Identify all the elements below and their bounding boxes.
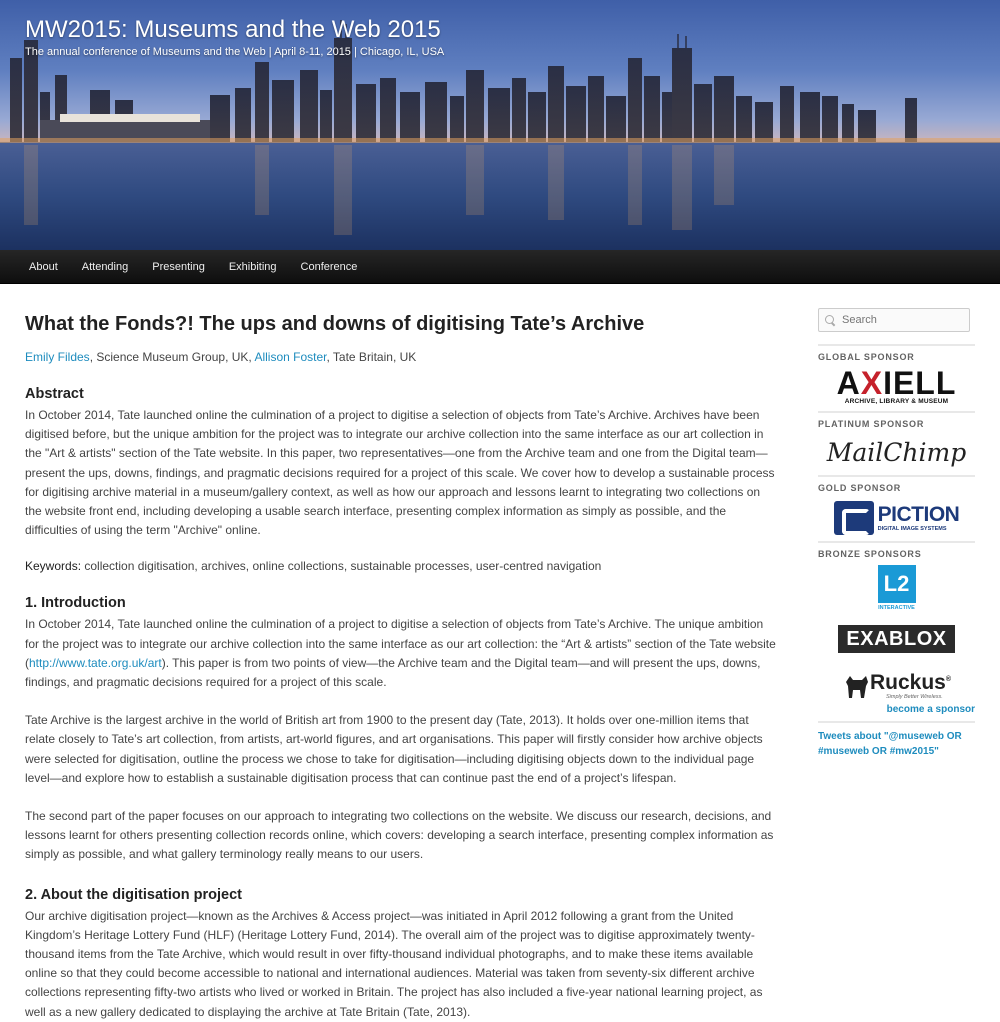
search-box[interactable] (818, 308, 970, 332)
nav-item-exhibiting[interactable]: Exhibiting (228, 261, 277, 273)
intro-text: In October 2014, Tate launched online the culmination of a project to digitise a selection of objects from Tate’s Archive. The unique ambition for the project was to integrate our archive collection into the same interface as our art collection: the “Art & artists” section of the Tate website ( (25, 617, 776, 670)
nav-item-attending[interactable]: Attending (81, 261, 129, 273)
widget-divider (818, 721, 975, 723)
keywords-label: Keywords: (25, 559, 82, 574)
widget-divider (818, 541, 975, 543)
intro-paragraph-3: The second part of the paper focuses on our approach to integrating two collections on the website. We discuss our research, decisions, and lessons learnt for others presenting collection records online, which covers: developing a search interface, presenting complex information as simply as possible, and what gallery terminology really means to our users. (25, 809, 774, 862)
nav-item-about[interactable]: About (29, 261, 58, 273)
mailchimp-logo[interactable] (818, 435, 975, 471)
ruckus-logo[interactable]: Ruckus® Simply Better Wireless. (818, 669, 975, 700)
tate-art-link[interactable]: http://www.tate.org.uk/art (29, 655, 162, 670)
become-sponsor-link[interactable]: become a sponsor (886, 704, 975, 715)
header-banner[interactable] (0, 0, 1000, 250)
ruckus-wordmark: Ruckus (869, 671, 946, 694)
article-authors (25, 350, 777, 364)
tweets-link[interactable]: Tweets about "@museweb OR #museweb OR #mw2015" (818, 731, 962, 757)
axiell-tagline: ARCHIVE, LIBRARY & MUSEUM (844, 398, 949, 405)
platinum-sponsor-heading: PLATINUM SPONSOR (818, 419, 925, 429)
site-title[interactable]: MW2015: Museums and the Web 2015 (25, 16, 441, 43)
l2-wordmark: L2 (878, 565, 916, 603)
piction-tagline: DIGITAL IMAGE SYSTEMS (877, 526, 947, 532)
gold-sponsor-heading: GOLD SPONSOR (818, 483, 902, 493)
axiell-logo[interactable] (818, 365, 975, 405)
author-link-emily-fildes[interactable]: Emily Fildes (25, 350, 90, 364)
abstract-heading: Abstract (25, 386, 84, 402)
piction-mark-icon (834, 501, 874, 535)
ruckus-dog-icon (842, 670, 870, 700)
global-sponsor-heading: GLOBAL SPONSOR (818, 352, 915, 362)
article-content (25, 300, 777, 1022)
intro-paragraph-2: Tate Archive is the largest archive in the world of British art from 1900 to the present day (Tate, 2013). It holds over one-million items that relate closely to Tate’s art collection, from artists, art-world figures, and art organisations. This paper will firstly consider how archive objects were selected for digitisation, outline the process we chose to take for digitisation—including digitising objects down to the individual page level—and explore how to establish a sustainable digitisation process that can continue past the end of a project’s lifespan. (25, 713, 763, 785)
intro-paragraph-1 (25, 615, 777, 692)
l2-logo[interactable] (818, 565, 975, 613)
axiell-wordmark: AXIELL (836, 365, 957, 401)
bronze-sponsors-heading: BRONZE SPONSORS (818, 549, 922, 559)
article-title: What the Fonds?! The ups and downs of digitising Tate’s Archive (25, 313, 645, 335)
widget-divider (818, 411, 975, 413)
widget-divider (818, 344, 975, 346)
nav-item-conference[interactable]: Conference (300, 261, 358, 273)
about-project-heading: 2. About the digitisation project (25, 886, 242, 903)
sidebar (818, 308, 975, 759)
about-project-paragraph: Our archive digitisation project—known as the Archives & Access project—was initiated in April 2012 following a grant from the United Kingdom’s Heritage Lottery Fund (HLF) (Heritage Lottery Fund, 2014). The overall aim of the project was to digitise approximately twenty-thousand items from the Tate Archive, which would result in over fifty-thousand individual photographs, and to make these items available online so that they could become accessible to national and international audiences. Material was taken from seventy-six different archive collections representing fifty-two artists who lived or worked in Britain. The project has also included a five-year national learning project, as well as a new gallery dedicated to displaying the archive at Tate Britain (Tate, 2013). (25, 908, 763, 1019)
mailchimp-wordmark: MailChimp (826, 438, 967, 467)
keywords-list: collection digitisation, archives, online collections, sustainable processes, user-centred navigation (81, 559, 602, 574)
search-icon (825, 315, 836, 326)
author-affiliation: , Science Museum Group, UK, (89, 350, 255, 364)
l2-tagline: INTERACTIVE (878, 605, 915, 611)
exablox-logo[interactable] (818, 625, 975, 653)
piction-wordmark: PICTION (877, 503, 960, 526)
keywords-line (25, 559, 777, 573)
author-link-allison-foster[interactable]: Allison Foster (254, 350, 327, 364)
intro-text: ). This paper is from two points of view—the Archive team and the Digital team—and will present the ups, downs, findings, and pragmatic decisions required for a project of this scale. (25, 655, 761, 690)
exablox-wordmark: EXABLOX (838, 625, 954, 653)
widget-divider (818, 475, 975, 477)
author-affiliation: , Tate Britain, UK (326, 350, 417, 364)
piction-logo[interactable] (818, 501, 975, 535)
site-description: The annual conference of Museums and the Web | April 8-11, 2015 | Chicago, IL, USA (25, 46, 445, 58)
main-navigation (0, 250, 1000, 284)
introduction-heading: 1. Introduction (25, 595, 126, 612)
search-input[interactable] (842, 314, 962, 326)
abstract-paragraph: In October 2014, Tate launched online the culmination of a project to digitise a selection of objects from Tate’s Archive. Archives have been digitised before, but the unique ambition for the project was to integrate our archive collection into the same interface as our art collection in the "Art & artists" section of the Tate website. In this paper, two representatives—one from the Archive team and one from the Digital team—present the ups, downs, findings, and pragmatic decisions required for a project of this scale. We cover how to develop a sustainable process for digitising archive material in a museum/gallery context, as well as how our approach and lessons learnt to integrating two collections on the website front end, including developing a usable search interface, presenting complex information as simply as possible, and the difficulties of using the term "Archive" online. (25, 408, 775, 538)
ruckus-tagline: Simply Better Wireless. (885, 694, 943, 700)
nav-item-presenting[interactable]: Presenting (152, 261, 205, 273)
